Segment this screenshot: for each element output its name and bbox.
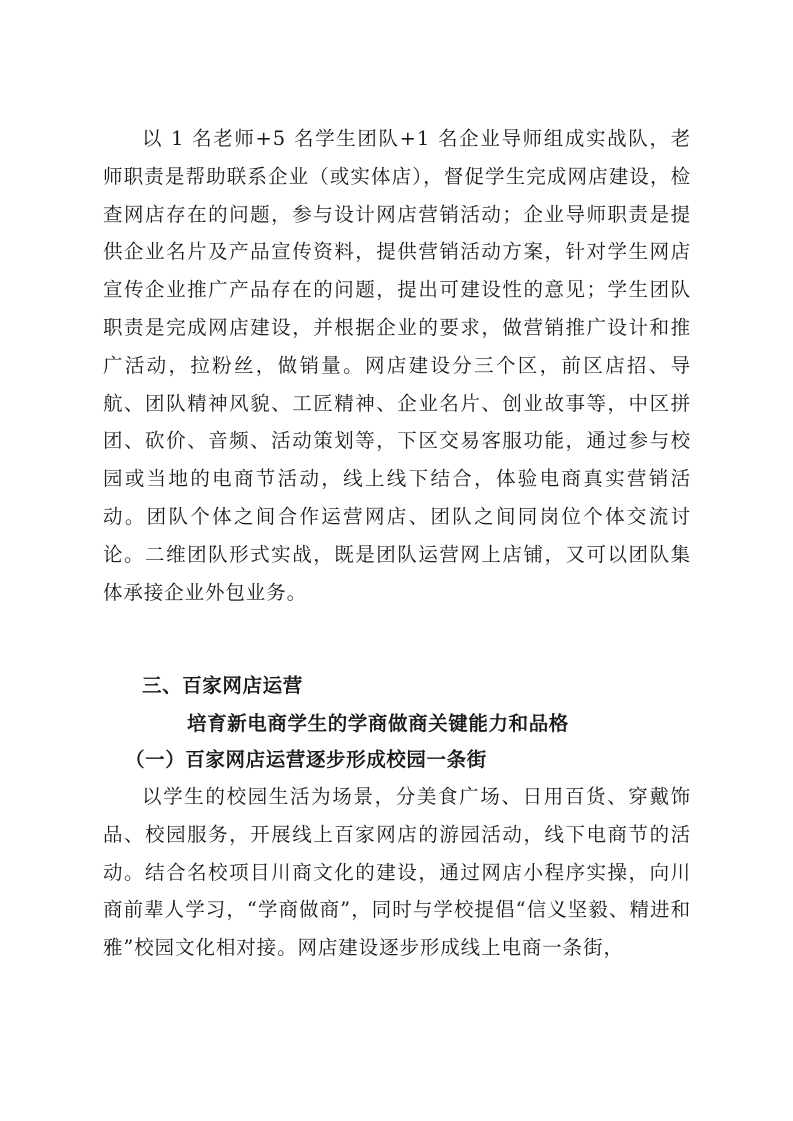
subsection-heading: （一）百家网店运营逐步形成校园一条街 xyxy=(125,748,487,771)
section-heading: 三、百家网店运营 xyxy=(142,674,303,697)
section-subtitle: 培育新电商学生的学商做商关键能力和品格 xyxy=(187,712,569,735)
body-paragraph-team-structure: 以 1 名老师+5 名学生团队+1 名企业导师组成实战队，老师职责是帮助联系企业（或实体店），督促学生完成网店建设，检查网店存在的问题，参与设计网店营销活动；企业导师职责是提供企业名片及产品宣传资料，提供营销活动方案，针对学生网店宣传企业推广产品存在的问题，提出可建设性的意见；学生团队职责是完成网店建设，并根据企业的要求，做营销推广设计和推广活动，拉粉丝，做销量。网店建设分三个区，前区店招、导航、团队精神风貌、工匠精神、企业名片、创业故事等，中区拼团、砍价、音频、活动策划等，下区交易客服功能，通过参与校园或当地的电商节活动，线上线下结合，体验电商真实营销活动。团队个体之间合作运营网店、团队之间同岗位个体交流讨论。二维团队形式实战，既是团队运营网上店铺，又可以团队集体承接企业外包业务。 xyxy=(103,127,691,604)
body-paragraph-campus-street: 以学生的校园生活为场景，分美食广场、日用百货、穿戴饰品、校园服务，开展线上百家网店的游园活动，线下电商节的活动。结合名校项目川商文化的建设，通过网店小程序实操，向川商前辈人学习，“学商做商”，同时与学校提倡“信义坚毅、精进和雅”校园文化相对接。网店建设逐步形成线上电商一条街， xyxy=(103,785,691,960)
